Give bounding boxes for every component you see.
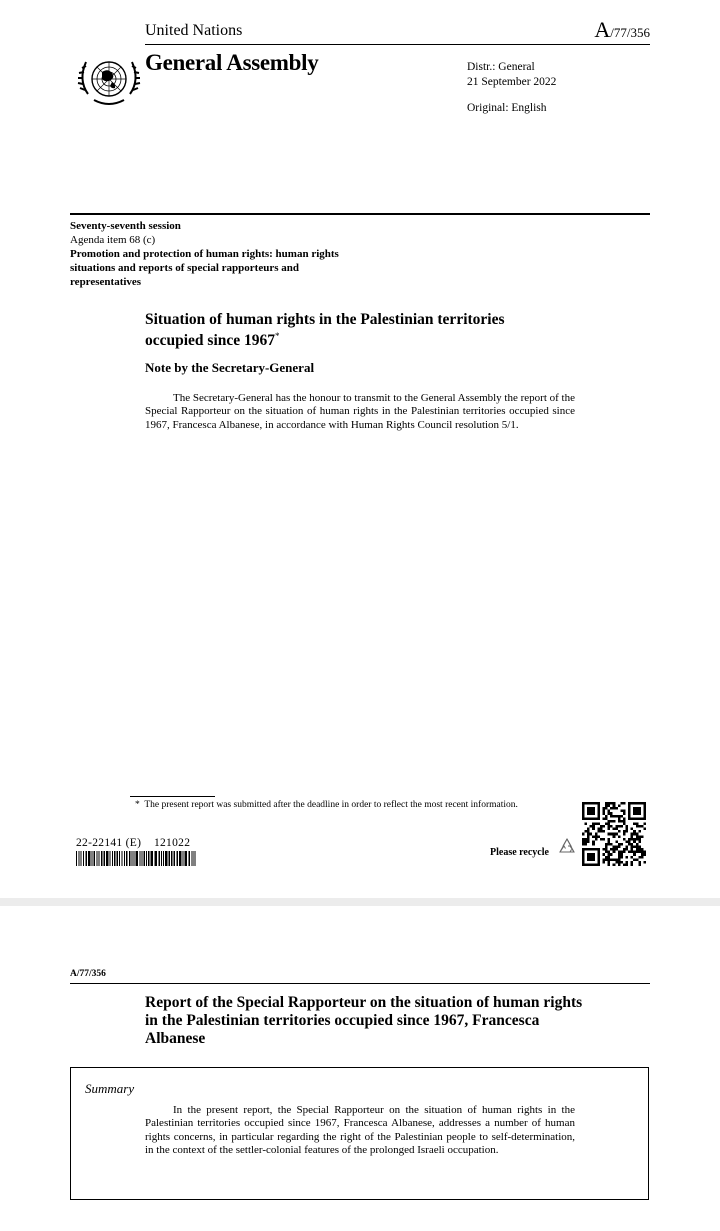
document-title-text: Situation of human rights in the Palestinian territories occupied since 1967 <box>145 311 505 350</box>
summary-label: Summary <box>85 1081 135 1096</box>
job-number: 22-22141 (E) 121022 <box>76 837 191 849</box>
barcode-icon <box>76 851 196 866</box>
document-page-2 <box>0 906 720 1231</box>
un-emblem-icon <box>74 50 144 110</box>
qr-code-icon <box>582 802 646 866</box>
session-block <box>70 219 370 289</box>
recycle-icon <box>556 836 578 858</box>
footnote-text: The present report was submitted after the deadline in order to reflect the most recent information. <box>144 800 518 810</box>
note-body: The Secretary-General has the honour to transmit to the General Assembly the report of the Special Rapporteur on the situation of human rights in the Palestinian territories occupied since 1967, Francesca Albanese, in accordance with Human Rights Council resolution 5/1. <box>145 392 575 431</box>
session-rule <box>70 213 650 215</box>
report-title: Report of the Special Rapporteur on the situation of human rights in the Palestinian territories occupied since 1967, Francesca Albanese <box>145 994 583 1047</box>
header-rule <box>145 44 650 45</box>
agenda-title: Promotion and protection of human rights: human rights situations and reports of special rapporteurs and representatives <box>70 248 339 288</box>
footnote-rule <box>130 796 215 797</box>
session-name: Seventy-seventh session <box>70 220 181 232</box>
symbol-prefix: A <box>594 17 611 42</box>
document-symbol <box>594 17 650 43</box>
document-date: 21 September 2022 <box>467 76 557 88</box>
recycle-label: Please recycle <box>490 847 549 858</box>
footnote-ref: * <box>275 331 280 341</box>
page2-document-symbol: A/77/356 <box>70 969 106 979</box>
distribution-info <box>467 60 556 90</box>
assembly-title: General Assembly <box>145 50 319 75</box>
original-language: Original: English <box>467 102 547 114</box>
footnote-marker: * <box>135 800 140 810</box>
note-title: Note by the Secretary-General <box>145 360 315 375</box>
document-title <box>145 311 565 349</box>
symbol-rest: /77/356 <box>610 25 650 40</box>
page2-header-rule <box>70 983 650 984</box>
summary-text: In the present report, the Special Rapporteur on the situation of human rights in the Palestinian territories occupied since 1967, Francesca Albanese, addresses a number of human rights concerns, in particular regarding the right of the Palestinian people to self-determination, in the context of the settler-colonial features of the prolonged Israeli occupation. <box>145 1104 575 1156</box>
footnote <box>135 800 535 812</box>
distribution-type: Distr.: General <box>467 61 535 73</box>
agenda-item: Agenda item 68 (c) <box>70 234 156 246</box>
organization-name: United Nations <box>145 22 243 39</box>
